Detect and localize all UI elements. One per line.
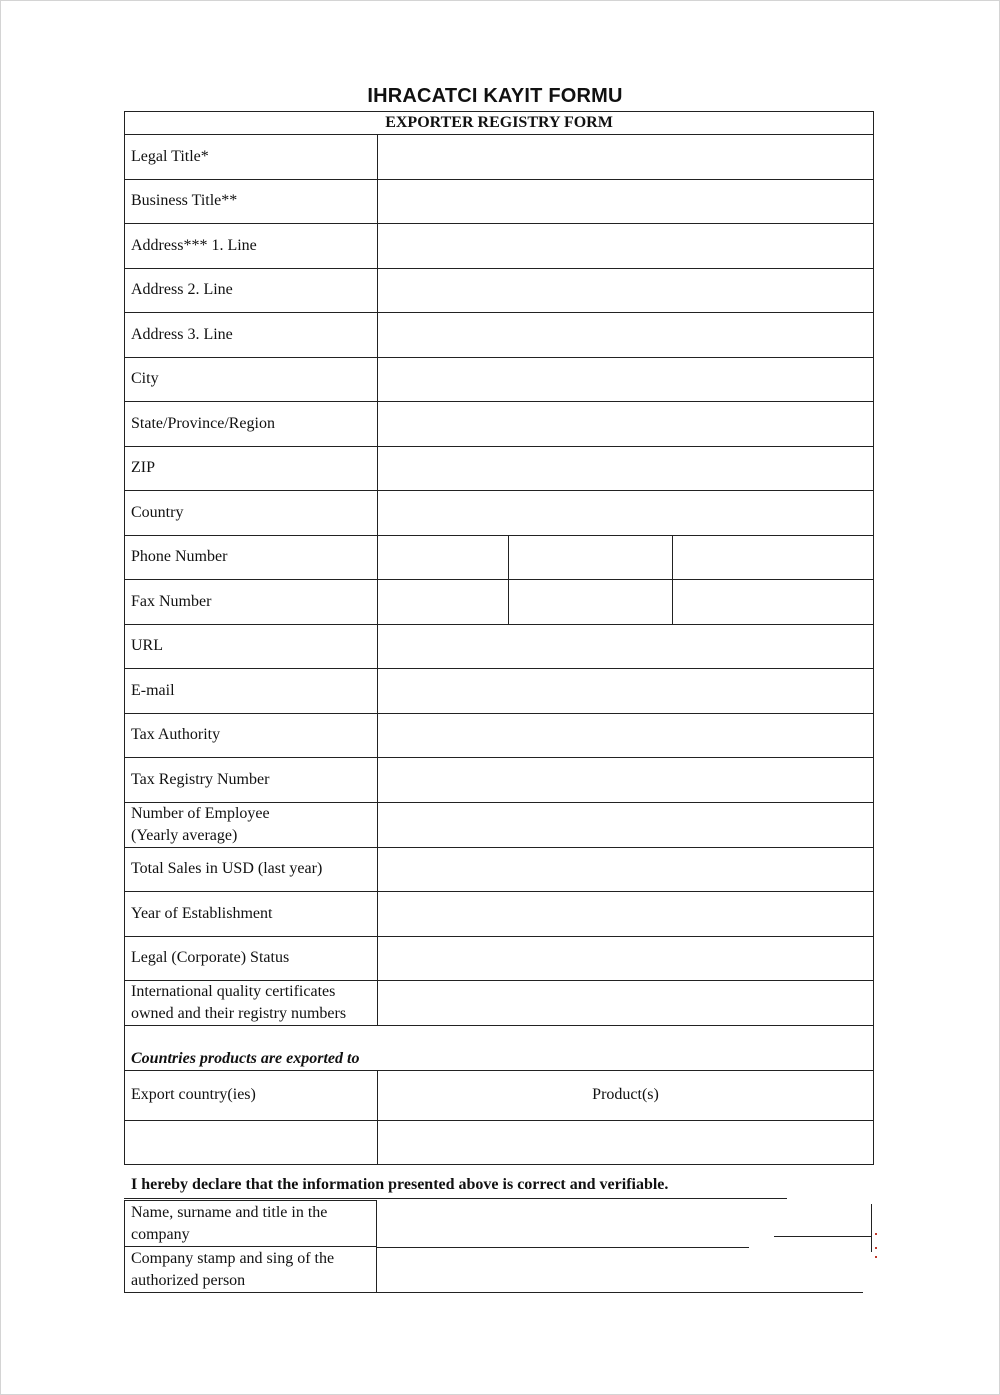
product-header: Product(s) [378, 1070, 874, 1120]
email-input[interactable] [378, 669, 874, 714]
signature-input-line[interactable] [377, 1292, 863, 1293]
form-row-url [125, 624, 874, 669]
form-row-tax-registry [125, 758, 874, 803]
fax-country-code-input[interactable] [378, 580, 509, 625]
form-row-city [125, 357, 874, 402]
field-label-line: authorized person [131, 1271, 246, 1289]
exports-heading: Countries products are exported to [125, 1026, 874, 1071]
form-row-address-2 [125, 268, 874, 313]
name-surname-input-line[interactable] [377, 1247, 749, 1248]
form-row-employees [125, 802, 874, 847]
tax-authority-input[interactable] [378, 713, 874, 758]
form-row-fax [125, 580, 874, 625]
signature-table [124, 1200, 377, 1293]
field-label-line: owned and their registry numbers [131, 1005, 347, 1022]
field-label-line: (Yearly average) [131, 826, 238, 844]
field-label: Tax Authority [125, 713, 378, 758]
form-row-certificates [125, 981, 874, 1026]
divider [871, 1204, 872, 1252]
export-country-input[interactable] [125, 1120, 378, 1165]
field-label-line: Name, surname and title in the [131, 1203, 328, 1221]
phone-number-input[interactable] [673, 535, 874, 580]
field-label-line: International quality certificates [131, 983, 336, 1000]
business-title-input[interactable] [378, 179, 874, 224]
field-label-line: company [131, 1225, 190, 1243]
form-row-legal-status [125, 936, 874, 981]
legal-status-input[interactable] [378, 936, 874, 981]
field-label: Tax Registry Number [125, 758, 378, 803]
field-label: Address 3. Line [125, 313, 378, 358]
address-line-3-input[interactable] [378, 313, 874, 358]
form-row-business-title [125, 179, 874, 224]
product-input[interactable] [378, 1120, 874, 1165]
field-label: Phone Number [125, 535, 378, 580]
registry-form-table [124, 111, 874, 1165]
name-surname-label [125, 1201, 377, 1247]
form-row-address-1 [125, 224, 874, 269]
form-row-total-sales [125, 847, 874, 892]
form-row-address-3 [125, 313, 874, 358]
form-row-email [125, 669, 874, 714]
legal-title-input[interactable] [378, 135, 874, 180]
field-label [125, 802, 378, 847]
form-row-phone [125, 535, 874, 580]
export-country-header: Export country(ies) [125, 1070, 378, 1120]
form-subtitle: EXPORTER REGISTRY FORM [125, 112, 874, 135]
phone-country-code-input[interactable] [378, 535, 509, 580]
field-label-line: Number of Employee [131, 804, 270, 822]
form-row-state [125, 402, 874, 447]
exports-header-row [125, 1070, 874, 1120]
mark [875, 1247, 877, 1249]
form-row-year-established [125, 892, 874, 937]
divider [124, 1198, 787, 1199]
mark [875, 1256, 877, 1258]
employees-input[interactable] [378, 802, 874, 847]
field-label: URL [125, 624, 378, 669]
form-title: IHRACATCI KAYIT FORMU [367, 85, 623, 107]
city-input[interactable] [378, 357, 874, 402]
company-stamp-label [125, 1247, 377, 1293]
exports-heading-row [125, 1026, 874, 1071]
country-input[interactable] [378, 491, 874, 536]
form-row-tax-authority [125, 713, 874, 758]
field-label: Country [125, 491, 378, 536]
field-label: Legal Title* [125, 135, 378, 180]
form-row-legal-title [125, 135, 874, 180]
field-label: Fax Number [125, 580, 378, 625]
field-label-line: Company stamp and sing of the [131, 1249, 335, 1267]
declaration-text: I hereby declare that the information presented above is correct and verifiable. [131, 1176, 669, 1193]
certificates-input[interactable] [378, 981, 874, 1026]
form-row-country [125, 491, 874, 536]
field-label: ZIP [125, 446, 378, 491]
field-label: E-mail [125, 669, 378, 714]
field-label: Business Title** [125, 179, 378, 224]
url-input[interactable] [378, 624, 874, 669]
field-label: City [125, 357, 378, 402]
mark [875, 1233, 877, 1235]
fax-area-code-input[interactable] [509, 580, 673, 625]
field-label: Legal (Corporate) Status [125, 936, 378, 981]
field-label: Total Sales in USD (last year) [125, 847, 378, 892]
address-line-2-input[interactable] [378, 268, 874, 313]
field-label: Address*** 1. Line [125, 224, 378, 269]
year-established-input[interactable] [378, 892, 874, 937]
total-sales-input[interactable] [378, 847, 874, 892]
tax-registry-input[interactable] [378, 758, 874, 803]
zip-input[interactable] [378, 446, 874, 491]
address-line-1-input[interactable] [378, 224, 874, 269]
state-input[interactable] [378, 402, 874, 447]
field-label: Year of Establishment [125, 892, 378, 937]
fax-number-input[interactable] [673, 580, 874, 625]
field-label: Address 2. Line [125, 268, 378, 313]
field-label: State/Province/Region [125, 402, 378, 447]
divider [774, 1236, 871, 1237]
exports-entry-row [125, 1120, 874, 1165]
phone-area-code-input[interactable] [509, 535, 673, 580]
form-row-zip [125, 446, 874, 491]
field-label [125, 981, 378, 1026]
